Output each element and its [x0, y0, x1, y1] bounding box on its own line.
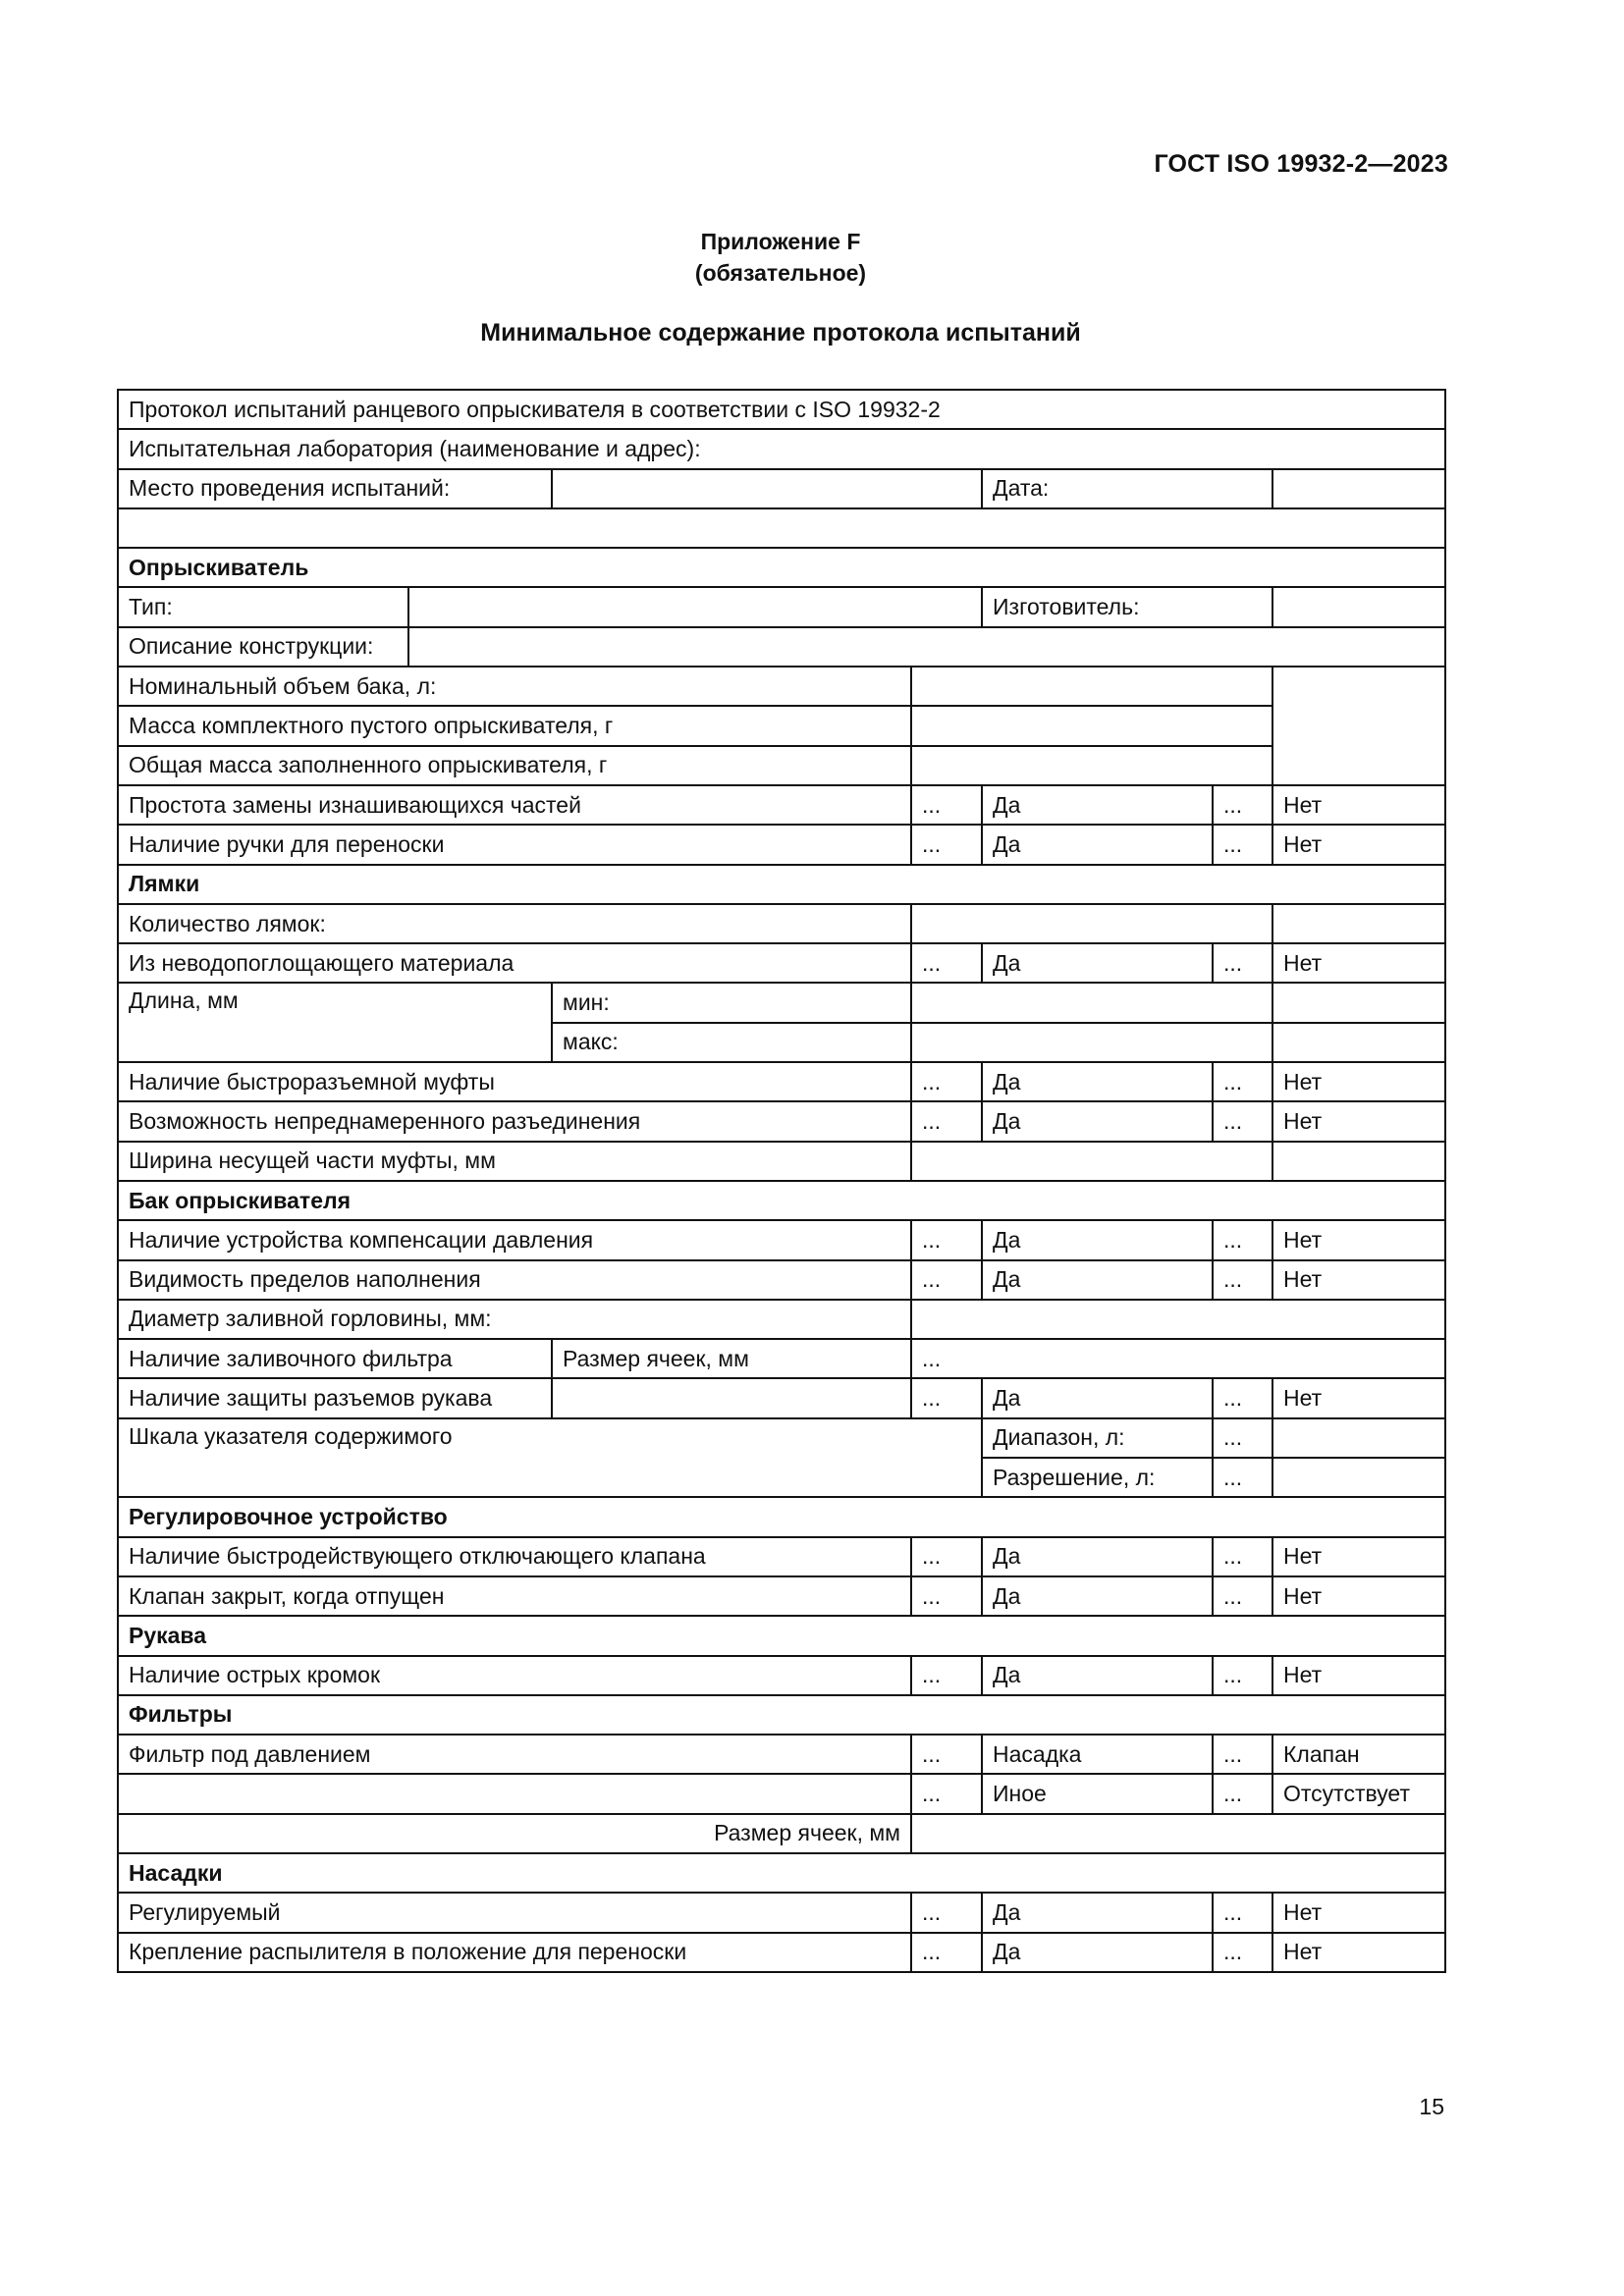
- table-row: [118, 904, 1445, 943]
- yes-label: Да: [982, 1101, 1213, 1141]
- resolution-label: Разрешение, л:: [982, 1458, 1213, 1497]
- range-value[interactable]: [1272, 1418, 1445, 1458]
- type-label: Тип:: [118, 587, 408, 626]
- no-checkbox[interactable]: ...: [1213, 1576, 1272, 1616]
- section-nozzles: Насадки: [118, 1853, 1445, 1893]
- yes-label: Да: [982, 1656, 1213, 1695]
- table-row: [118, 706, 1445, 745]
- table-row: [118, 667, 1445, 706]
- scale-label: Шкала указателя содержимого: [118, 1418, 982, 1498]
- yes-checkbox[interactable]: ...: [911, 825, 982, 864]
- table-row: [118, 429, 1445, 468]
- table-row: [118, 587, 1445, 626]
- protocol-title-cell: Протокол испытаний ранцевого опрыскивателя в соответствии с ISO 19932-2: [118, 390, 1445, 429]
- non-absorbent-label: Из неводопоглощающего материала: [118, 943, 911, 983]
- yes-checkbox[interactable]: ...: [911, 1101, 982, 1141]
- hose-protect-label: Наличие защиты разъемов рукава: [118, 1378, 552, 1417]
- pressure-filter-blank: [118, 1774, 911, 1813]
- test-report-form: [117, 389, 1446, 1973]
- no-checkbox[interactable]: ...: [1213, 1656, 1272, 1695]
- no-label: Нет: [1272, 1260, 1445, 1300]
- lance-mount-label: Крепление распылителя в положение для переноски: [118, 1933, 911, 1972]
- table-row: [118, 1853, 1445, 1893]
- mesh-size-label: Размер ячеек, мм: [552, 1339, 911, 1378]
- range-checkbox[interactable]: ...: [1213, 1418, 1272, 1458]
- table-row: [118, 1616, 1445, 1655]
- section-tank: Бак опрыскивателя: [118, 1181, 1445, 1220]
- mass-side-blank: [1272, 667, 1445, 785]
- yes-label: Да: [982, 1378, 1213, 1417]
- yes-checkbox[interactable]: ...: [911, 1656, 982, 1695]
- length-min-extra: [1272, 983, 1445, 1022]
- yes-label: Да: [982, 1933, 1213, 1972]
- table-row: [118, 1814, 1445, 1853]
- annex-heading: [0, 226, 1561, 289]
- table-row: [118, 1497, 1445, 1536]
- table-row: [118, 865, 1445, 904]
- hose-protect-blank: [552, 1378, 911, 1417]
- volume-label: Номинальный объем бака, л:: [118, 667, 911, 706]
- yes-label: Да: [982, 1260, 1213, 1300]
- other-checkbox[interactable]: ...: [911, 1774, 982, 1813]
- annex-title: Минимальное содержание протокола испытаний: [480, 319, 1081, 347]
- yes-checkbox[interactable]: ...: [911, 1576, 982, 1616]
- table-row: [118, 1735, 1445, 1774]
- table-row: [118, 943, 1445, 983]
- width-extra: [1272, 1142, 1445, 1181]
- manufacturer-value[interactable]: [1272, 587, 1445, 626]
- no-label: Нет: [1272, 943, 1445, 983]
- volume-value[interactable]: [911, 667, 1272, 706]
- section-sprayer: Опрыскиватель: [118, 548, 1445, 587]
- no-checkbox[interactable]: ...: [1213, 1260, 1272, 1300]
- nozzle-checkbox[interactable]: ...: [911, 1735, 982, 1774]
- table-row: [118, 627, 1445, 667]
- table-row: [118, 1339, 1445, 1378]
- pressure-comp-label: Наличие устройства компенсации давления: [118, 1220, 911, 1259]
- document-code: ГОСТ ISO 19932-2—2023: [1154, 150, 1448, 178]
- table-row: [118, 1774, 1445, 1813]
- table-row: [118, 1418, 1445, 1458]
- replace-parts-label: Простота замены изнашивающихся частей: [118, 785, 911, 825]
- page-number: 15: [1419, 2094, 1444, 2119]
- table-row: [118, 825, 1445, 864]
- no-checkbox[interactable]: ...: [1213, 785, 1272, 825]
- section-hoses: Рукава: [118, 1616, 1445, 1655]
- yes-checkbox[interactable]: ...: [911, 1933, 982, 1972]
- table-row: [118, 983, 1445, 1022]
- no-label: Нет: [1272, 1537, 1445, 1576]
- pressure-filter-label: Фильтр под давлением: [118, 1735, 911, 1774]
- width-label: Ширина несущей части муфты, мм: [118, 1142, 911, 1181]
- yes-label: Да: [982, 1062, 1213, 1101]
- resolution-checkbox[interactable]: ...: [1213, 1458, 1272, 1497]
- yes-checkbox[interactable]: ...: [911, 1537, 982, 1576]
- resolution-value[interactable]: [1272, 1458, 1445, 1497]
- absent-checkbox[interactable]: ...: [1213, 1774, 1272, 1813]
- no-checkbox[interactable]: ...: [1213, 1378, 1272, 1417]
- no-checkbox[interactable]: ...: [1213, 825, 1272, 864]
- yes-label: Да: [982, 1893, 1213, 1932]
- neck-diameter-label: Диаметр заливной горловины, мм:: [118, 1300, 911, 1339]
- fill-filter-label: Наличие заливочного фильтра: [118, 1339, 552, 1378]
- filter-mesh-label: Размер ячеек, мм: [118, 1814, 911, 1853]
- table-row: [118, 1576, 1445, 1616]
- mass-empty-label: Масса комплектного пустого опрыскивателя, г: [118, 706, 911, 745]
- length-max-extra: [1272, 1023, 1445, 1062]
- table-row: [118, 1260, 1445, 1300]
- table-row: [118, 1101, 1445, 1141]
- yes-label: Да: [982, 785, 1213, 825]
- length-max-label: макс:: [552, 1023, 911, 1062]
- yes-checkbox[interactable]: ...: [911, 1220, 982, 1259]
- no-label: Нет: [1272, 1576, 1445, 1616]
- no-checkbox[interactable]: ...: [1213, 943, 1272, 983]
- table-row: [118, 1656, 1445, 1695]
- design-value[interactable]: [408, 627, 1445, 667]
- no-label: Нет: [1272, 1062, 1445, 1101]
- quick-coupling-label: Наличие быстроразъемной муфты: [118, 1062, 911, 1101]
- no-label: Нет: [1272, 1933, 1445, 1972]
- no-checkbox[interactable]: ...: [1213, 1537, 1272, 1576]
- mass-full-label: Общая масса заполненного опрыскивателя, г: [118, 746, 911, 785]
- length-label: Длина, мм: [118, 983, 552, 1062]
- yes-checkbox[interactable]: ...: [911, 943, 982, 983]
- place-value[interactable]: [552, 469, 982, 508]
- section-straps: Лямки: [118, 865, 1445, 904]
- carry-handle-label: Наличие ручки для переноски: [118, 825, 911, 864]
- manufacturer-label: Изготовитель:: [982, 587, 1272, 626]
- yes-label: Да: [982, 943, 1213, 983]
- nozzle-label: Насадка: [982, 1735, 1213, 1774]
- yes-checkbox[interactable]: ...: [911, 1260, 982, 1300]
- no-label: Нет: [1272, 1220, 1445, 1259]
- blank-row: [118, 508, 1445, 548]
- valve-label: Клапан: [1272, 1735, 1445, 1774]
- yes-label: Да: [982, 1576, 1213, 1616]
- date-value[interactable]: [1272, 469, 1445, 508]
- absent-label: Отсутствует: [1272, 1774, 1445, 1813]
- fill-limits-label: Видимость пределов наполнения: [118, 1260, 911, 1300]
- table-row: [118, 1893, 1445, 1932]
- annex-label: Приложение F: [700, 229, 861, 254]
- range-label: Диапазон, л:: [982, 1418, 1213, 1458]
- table-row: [118, 746, 1445, 785]
- place-label: Место проведения испытаний:: [118, 469, 552, 508]
- table-row: [118, 1378, 1445, 1417]
- table-row: [118, 1062, 1445, 1101]
- no-label: Нет: [1272, 1101, 1445, 1141]
- table-row: [118, 785, 1445, 825]
- table-row: [118, 548, 1445, 587]
- table-row: [118, 1933, 1445, 1972]
- length-min-label: мин:: [552, 983, 911, 1022]
- table-row: [118, 1142, 1445, 1181]
- width-value[interactable]: [911, 1142, 1272, 1181]
- no-checkbox[interactable]: ...: [1213, 1893, 1272, 1932]
- yes-label: Да: [982, 825, 1213, 864]
- table-row: [118, 1181, 1445, 1220]
- no-label: Нет: [1272, 1656, 1445, 1695]
- date-label: Дата:: [982, 469, 1272, 508]
- no-checkbox[interactable]: ...: [1213, 1062, 1272, 1101]
- annex-status: (обязательное): [694, 260, 867, 286]
- no-label: Нет: [1272, 1378, 1445, 1417]
- neck-diameter-value[interactable]: [911, 1300, 1445, 1339]
- table-row: [118, 1537, 1445, 1576]
- sharp-edges-label: Наличие острых кромок: [118, 1656, 911, 1695]
- length-max-value[interactable]: [911, 1023, 1272, 1062]
- table-row: [118, 390, 1445, 429]
- straps-count-extra: [1272, 904, 1445, 943]
- section-filters: Фильтры: [118, 1695, 1445, 1735]
- yes-checkbox[interactable]: ...: [911, 785, 982, 825]
- straps-count-value[interactable]: [911, 904, 1272, 943]
- table-row: [118, 1695, 1445, 1735]
- unintended-label: Возможность непреднамеренного разъединения: [118, 1101, 911, 1141]
- no-checkbox[interactable]: ...: [1213, 1220, 1272, 1259]
- yes-label: Да: [982, 1220, 1213, 1259]
- mass-full-value[interactable]: [911, 746, 1272, 785]
- no-checkbox[interactable]: ...: [1213, 1933, 1272, 1972]
- table-row: [118, 469, 1445, 508]
- mesh-size-value[interactable]: ...: [911, 1339, 1445, 1378]
- no-label: Нет: [1272, 785, 1445, 825]
- no-label: Нет: [1272, 825, 1445, 864]
- yes-label: Да: [982, 1537, 1213, 1576]
- lab-cell: Испытательная лаборатория (наименование и адрес):: [118, 429, 1445, 468]
- shutoff-label: Наличие быстродействующего отключающего клапана: [118, 1537, 911, 1576]
- table-row: [118, 508, 1445, 548]
- length-min-value[interactable]: [911, 983, 1272, 1022]
- other-label: Иное: [982, 1774, 1213, 1813]
- design-label: Описание конструкции:: [118, 627, 408, 667]
- yes-checkbox[interactable]: ...: [911, 1378, 982, 1417]
- yes-checkbox[interactable]: ...: [911, 1893, 982, 1932]
- adjustable-label: Регулируемый: [118, 1893, 911, 1932]
- no-checkbox[interactable]: ...: [1213, 1101, 1272, 1141]
- yes-checkbox[interactable]: ...: [911, 1062, 982, 1101]
- table-row: [118, 1220, 1445, 1259]
- table-row: [118, 1300, 1445, 1339]
- type-value[interactable]: [408, 587, 982, 626]
- no-label: Нет: [1272, 1893, 1445, 1932]
- section-regulator: Регулировочное устройство: [118, 1497, 1445, 1536]
- straps-count-label: Количество лямок:: [118, 904, 911, 943]
- filter-mesh-value[interactable]: [911, 1814, 1445, 1853]
- valve-closed-label: Клапан закрыт, когда отпущен: [118, 1576, 911, 1616]
- mass-empty-value[interactable]: [911, 706, 1272, 745]
- valve-checkbox[interactable]: ...: [1213, 1735, 1272, 1774]
